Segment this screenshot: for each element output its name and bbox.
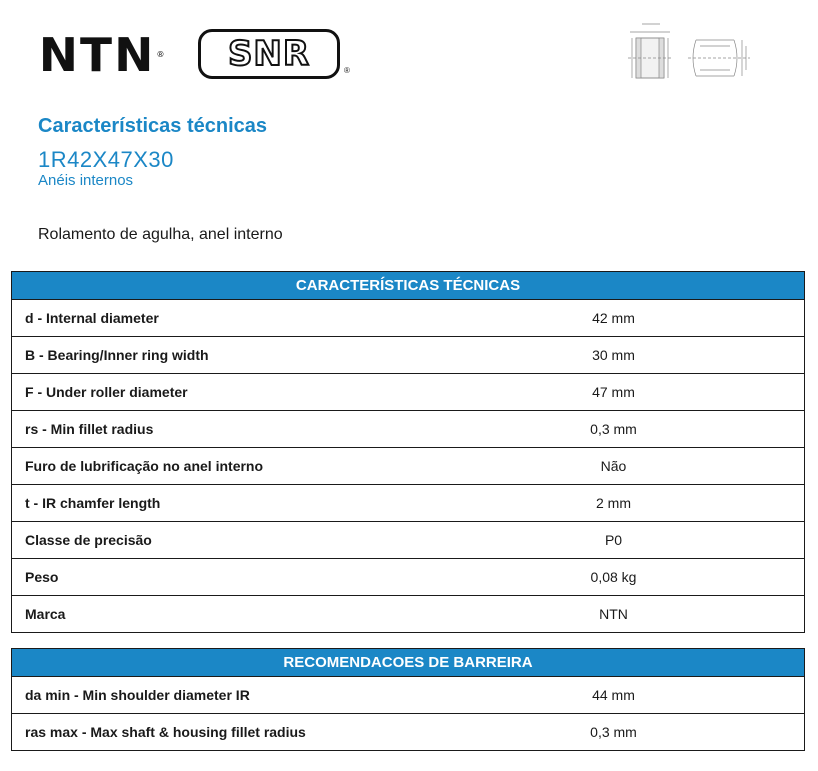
table-header-row xyxy=(12,649,805,677)
spec-value: NTN xyxy=(425,596,805,633)
barrier-recommendations-title: RECOMENDACOES DE BARREIRA xyxy=(12,649,805,677)
table-row xyxy=(12,522,805,559)
ntn-logo xyxy=(39,26,167,84)
spec-label: ras max - Max shaft & housing fillet radius xyxy=(12,714,426,751)
bearing-profile-drawing xyxy=(688,40,750,76)
spec-value: 30 mm xyxy=(425,337,805,374)
spec-label: da min - Min shoulder diameter IR xyxy=(12,677,426,714)
table-row xyxy=(12,677,805,714)
spec-value: 0,3 mm xyxy=(425,411,805,448)
spec-value: 47 mm xyxy=(425,374,805,411)
spec-label: t - IR chamfer length xyxy=(12,485,426,522)
table-row xyxy=(12,374,805,411)
barrier-recommendations-table xyxy=(11,648,805,751)
table-row xyxy=(12,559,805,596)
spec-value: 0,08 kg xyxy=(425,559,805,596)
spec-label: Furo de lubrificação no anel interno xyxy=(12,448,426,485)
table-row xyxy=(12,448,805,485)
table-row xyxy=(12,485,805,522)
spec-value: 2 mm xyxy=(425,485,805,522)
spec-value: 0,3 mm xyxy=(425,714,805,751)
spec-label: B - Bearing/Inner ring width xyxy=(12,337,426,374)
table-header-row xyxy=(12,272,805,300)
spec-value: 42 mm xyxy=(425,300,805,337)
ntn-registered-mark: ® xyxy=(156,50,167,59)
bearing-drawings xyxy=(622,22,752,88)
spec-value: 44 mm xyxy=(425,677,805,714)
spec-label: d - Internal diameter xyxy=(12,300,426,337)
snr-logo-text: SNR xyxy=(227,34,311,74)
table-row xyxy=(12,337,805,374)
page-title: Características técnicas xyxy=(38,115,268,137)
snr-logo xyxy=(198,29,340,79)
product-category: Anéis internos xyxy=(38,172,134,189)
table-row xyxy=(12,714,805,751)
technical-characteristics-title: CARACTERÍSTICAS TÉCNICAS xyxy=(12,272,805,300)
product-code: 1R42X47X30 xyxy=(38,147,174,172)
spec-value: Não xyxy=(425,448,805,485)
spec-label: Peso xyxy=(12,559,426,596)
table-row xyxy=(12,411,805,448)
bearing-section-drawing xyxy=(628,24,672,78)
table-row xyxy=(12,596,805,633)
technical-characteristics-table xyxy=(11,271,805,633)
spec-label: Classe de precisão xyxy=(12,522,426,559)
spec-label: Marca xyxy=(12,596,426,633)
table-row xyxy=(12,300,805,337)
ntn-logo-text: NTN xyxy=(38,28,156,82)
product-description: Rolamento de agulha, anel interno xyxy=(38,226,283,243)
snr-registered-mark: ® xyxy=(344,66,350,75)
spec-label: rs - Min fillet radius xyxy=(12,411,426,448)
spec-label: F - Under roller diameter xyxy=(12,374,426,411)
spec-value: P0 xyxy=(425,522,805,559)
